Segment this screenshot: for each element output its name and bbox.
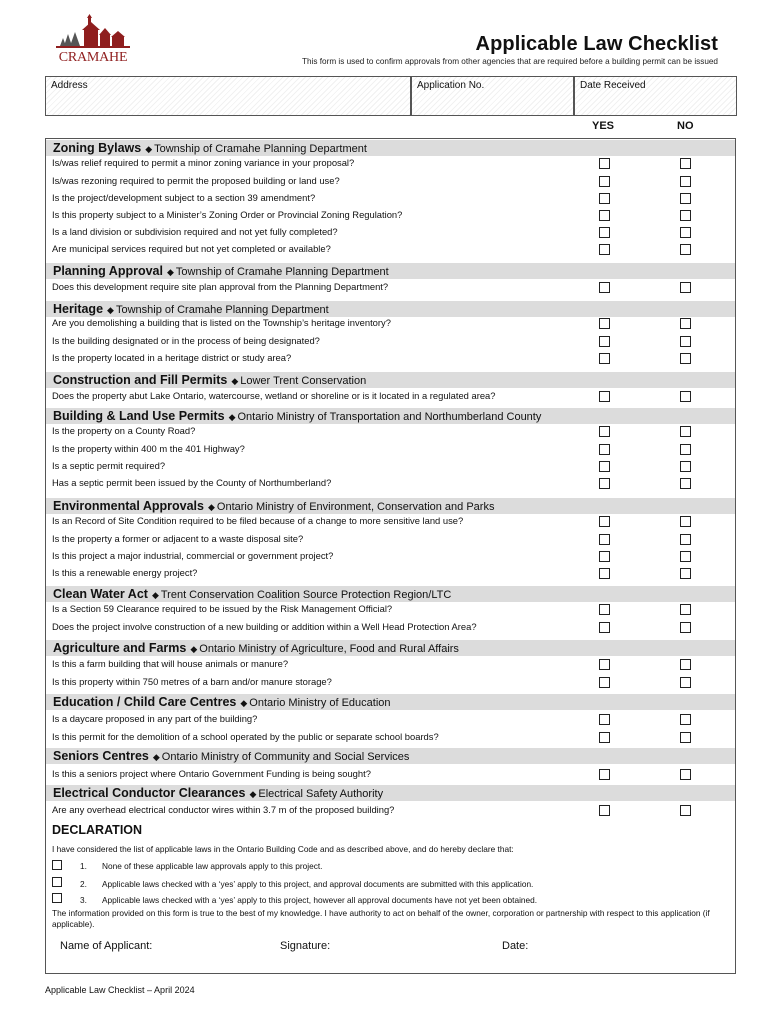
question-text: Is the building designated or in the process of being designated? xyxy=(52,335,320,346)
question-text: Is this project a major industrial, commercial or government project? xyxy=(52,550,334,561)
yes-checkbox[interactable] xyxy=(599,769,610,780)
section-agency: Township of Cramahe Planning Department xyxy=(154,143,367,155)
date-received-label: Date Received xyxy=(580,80,646,91)
declaration-info: The information provided on this form is true to the best of my knowledge. I have authority to act on behalf of the owner, corporation or partnership with respect to this application (if applicable). xyxy=(52,908,710,929)
section-title: Construction and Fill Permits xyxy=(53,373,228,387)
section-agency: Ontario Ministry of Education xyxy=(249,697,391,709)
declaration-option-2-text: Applicable laws checked with a ‘yes’ apply to this project, and approval documents are submitted with this application. xyxy=(102,879,534,889)
no-checkbox[interactable] xyxy=(680,568,691,579)
section-title: Zoning Bylaws xyxy=(53,141,142,155)
yes-checkbox[interactable] xyxy=(599,244,610,255)
section-header-seniors-centres xyxy=(46,748,735,764)
no-checkbox[interactable] xyxy=(680,282,691,293)
no-checkbox[interactable] xyxy=(680,769,691,780)
section-header-text xyxy=(53,695,391,709)
section-agency: Ontario Ministry of Transportation and Northumberland County xyxy=(237,411,542,423)
no-checkbox[interactable] xyxy=(680,478,691,489)
no-checkbox[interactable] xyxy=(680,714,691,725)
logo-text: CRAMAHE xyxy=(58,50,128,65)
yes-checkbox[interactable] xyxy=(599,318,610,329)
declaration-intro: I have considered the list of applicable laws in the Ontario Building Code and as described above, and do hereby declare that: xyxy=(52,844,514,854)
no-checkbox[interactable] xyxy=(680,534,691,545)
section-agency: Ontario Ministry of Environment, Conservation and Parks xyxy=(216,501,495,513)
date-label: Date: xyxy=(502,940,529,952)
section-header-text xyxy=(53,641,459,655)
question-text: Has a septic permit been issued by the County of Northumberland? xyxy=(52,477,332,488)
footer-text: Applicable Law Checklist – April 2024 xyxy=(45,985,195,995)
section-header-text xyxy=(53,786,383,800)
question-text: Is a daycare proposed in any part of the building? xyxy=(52,713,258,724)
section-header-text xyxy=(53,302,329,316)
yes-checkbox[interactable] xyxy=(599,176,610,187)
question-text: Is this a farm building that will house animals or manure? xyxy=(52,658,289,669)
no-checkbox[interactable] xyxy=(680,732,691,743)
yes-checkbox[interactable] xyxy=(599,478,610,489)
section-header-construction-and-fill-permits xyxy=(46,372,735,388)
diamond-bullet-icon: ◆ xyxy=(151,590,159,600)
cramahe-logo xyxy=(54,14,132,66)
no-checkbox[interactable] xyxy=(680,210,691,221)
application-number-label: Application No. xyxy=(417,80,485,91)
no-checkbox[interactable] xyxy=(680,336,691,347)
section-title: Environmental Approvals xyxy=(53,499,204,513)
yes-checkbox[interactable] xyxy=(599,426,610,437)
question-text: Is an Record of Site Condition required to be filed because of a change to more sensitive land use? xyxy=(52,515,464,526)
section-title: Heritage xyxy=(53,302,104,316)
yes-column-header: YES xyxy=(592,120,615,132)
no-checkbox[interactable] xyxy=(680,176,691,187)
question-text: Is/was relief required to permit a minor zoning variance in your proposal? xyxy=(52,157,355,168)
diamond-bullet-icon: ◆ xyxy=(145,144,153,154)
section-header-planning-approval xyxy=(46,263,735,279)
section-header-zoning-bylaws xyxy=(46,140,735,156)
diamond-bullet-icon: ◆ xyxy=(190,644,198,654)
section-title: Agriculture and Farms xyxy=(53,641,187,655)
no-checkbox[interactable] xyxy=(680,391,691,402)
yes-checkbox[interactable] xyxy=(599,659,610,670)
section-header-text xyxy=(53,749,409,763)
question-text: Is this property subject to a Minister’s Zoning Order or Provincial Zoning Regulation? xyxy=(52,209,403,220)
question-text: Is the property located in a heritage district or study area? xyxy=(52,352,292,363)
diamond-bullet-icon: ◆ xyxy=(166,267,174,277)
no-checkbox[interactable] xyxy=(680,227,691,238)
section-title: Building & Land Use Permits xyxy=(53,409,225,423)
diamond-bullet-icon: ◆ xyxy=(107,305,114,315)
question-text: Is this a renewable energy project? xyxy=(52,567,198,578)
question-text: Is this property within 750 metres of a barn and/or manure storage? xyxy=(52,676,332,687)
declaration-option-3-text: Applicable laws checked with a ‘yes’ apply to this project, however all approval documents have not yet been obtained. xyxy=(102,895,538,905)
yes-checkbox[interactable] xyxy=(599,534,610,545)
question-text: Is the project/development subject to a section 39 amendment? xyxy=(52,192,316,203)
yes-checkbox[interactable] xyxy=(599,516,610,527)
question-text: Is a septic permit required? xyxy=(52,460,166,471)
declaration-option-3-checkbox[interactable] xyxy=(52,893,62,903)
diamond-bullet-icon: ◆ xyxy=(231,376,239,386)
page-title: Applicable Law Checklist xyxy=(475,33,718,55)
question-text: Is/was rezoning required to permit the proposed building or land use? xyxy=(52,175,340,186)
no-checkbox[interactable] xyxy=(680,158,691,169)
no-checkbox[interactable] xyxy=(680,353,691,364)
section-header-clean-water-act xyxy=(46,586,735,602)
yes-checkbox[interactable] xyxy=(599,732,610,743)
no-checkbox[interactable] xyxy=(680,677,691,688)
section-header-building-land-use-permits xyxy=(46,408,735,424)
page-subtitle: This form is used to confirm approvals from other agencies that are required before a building permit can be issued xyxy=(302,57,718,66)
question-text: Is this a seniors project where Ontario Government Funding is being sought? xyxy=(52,768,371,779)
no-checkbox[interactable] xyxy=(680,244,691,255)
yes-checkbox[interactable] xyxy=(599,227,610,238)
no-checkbox[interactable] xyxy=(680,461,691,472)
section-title: Seniors Centres xyxy=(53,749,149,763)
yes-checkbox[interactable] xyxy=(599,622,610,633)
question-text: Does this development require site plan approval from the Planning Department? xyxy=(52,281,389,292)
no-checkbox[interactable] xyxy=(680,193,691,204)
question-text: Are any overhead electrical conductor wires within 3.7 m of the proposed building? xyxy=(52,804,395,815)
yes-checkbox[interactable] xyxy=(599,444,610,455)
section-header-heritage xyxy=(46,301,735,317)
yes-checkbox[interactable] xyxy=(599,714,610,725)
section-header-text xyxy=(53,141,367,155)
yes-checkbox[interactable] xyxy=(599,461,610,472)
no-checkbox[interactable] xyxy=(680,551,691,562)
declaration-title: DECLARATION xyxy=(52,823,143,837)
date-received-field[interactable] xyxy=(574,76,737,116)
yes-checkbox[interactable] xyxy=(599,282,610,293)
section-title: Clean Water Act xyxy=(53,587,148,601)
question-text: Is a land division or subdivision required and not yet fully completed? xyxy=(52,226,338,237)
section-header-text xyxy=(53,587,451,601)
no-checkbox[interactable] xyxy=(680,805,691,816)
diamond-bullet-icon: ◆ xyxy=(152,752,160,762)
address-field[interactable] xyxy=(45,76,411,116)
no-column-header: NO xyxy=(677,120,694,132)
yes-checkbox[interactable] xyxy=(599,210,610,221)
diamond-bullet-icon: ◆ xyxy=(249,789,257,799)
question-text: Is the property on a County Road? xyxy=(52,425,196,436)
yes-checkbox[interactable] xyxy=(599,568,610,579)
address-label: Address xyxy=(51,80,88,91)
section-header-electrical-conductor-clearances xyxy=(46,785,735,801)
section-header-text xyxy=(53,499,494,513)
section-agency: Trent Conservation Coalition Source Protection Region/LTC xyxy=(160,589,452,601)
section-agency: Township of Cramahe Planning Department xyxy=(175,266,389,278)
section-title: Planning Approval xyxy=(53,264,163,278)
yes-checkbox[interactable] xyxy=(599,677,610,688)
declaration-option-1-text: None of these applicable law approvals apply to this project. xyxy=(102,861,323,871)
section-title: Electrical Conductor Clearances xyxy=(53,786,246,800)
no-checkbox[interactable] xyxy=(680,444,691,455)
cramahe-logo-skyline xyxy=(54,14,132,52)
question-text: Is this permit for the demolition of a school operated by the public or separate school boards? xyxy=(52,731,439,742)
yes-checkbox[interactable] xyxy=(599,551,610,562)
no-checkbox[interactable] xyxy=(680,604,691,615)
question-text: Are you demolishing a building that is listed on the Township’s heritage inventory? xyxy=(52,317,391,328)
yes-checkbox[interactable] xyxy=(599,353,610,364)
declaration-option-2-checkbox[interactable] xyxy=(52,877,62,887)
yes-checkbox[interactable] xyxy=(599,193,610,204)
section-agency: Ontario Ministry of Agriculture, Food and Rural Affairs xyxy=(199,643,459,655)
no-checkbox[interactable] xyxy=(680,426,691,437)
question-text: Does the project involve construction of a new building or addition within a Well Head Protection Area? xyxy=(52,621,477,632)
question-text: Is the property a former or adjacent to a waste disposal site? xyxy=(52,533,304,544)
yes-checkbox[interactable] xyxy=(599,336,610,347)
question-text: Is a Section 59 Clearance required to be issued by the Risk Management Official? xyxy=(52,603,393,614)
section-header-environmental-approvals xyxy=(46,498,735,514)
section-title: Education / Child Care Centres xyxy=(53,695,237,709)
yes-checkbox[interactable] xyxy=(599,391,610,402)
no-checkbox[interactable] xyxy=(680,318,691,329)
declaration-option-3-number: 3. xyxy=(80,895,87,905)
no-checkbox[interactable] xyxy=(680,659,691,670)
section-header-text xyxy=(53,264,389,278)
declaration-option-2-number: 2. xyxy=(80,879,87,889)
diamond-bullet-icon: ◆ xyxy=(240,698,248,708)
section-agency: Township of Cramahe Planning Department xyxy=(115,304,329,316)
section-agency: Lower Trent Conservation xyxy=(240,375,367,387)
section-header-text xyxy=(53,373,366,387)
declaration-option-1-number: 1. xyxy=(80,861,87,871)
diamond-bullet-icon: ◆ xyxy=(207,502,215,512)
question-text: Are municipal services required but not yet completed or available? xyxy=(52,243,331,254)
applicant-name-label: Name of Applicant: xyxy=(60,940,153,952)
yes-checkbox[interactable] xyxy=(599,604,610,615)
section-header-text xyxy=(53,409,541,423)
no-checkbox[interactable] xyxy=(680,622,691,633)
section-header-agriculture-and-farms xyxy=(46,640,735,656)
no-checkbox[interactable] xyxy=(680,516,691,527)
question-text: Does the property abut Lake Ontario, watercourse, wetland or shoreline or is it located in a regulated area? xyxy=(52,390,496,401)
section-header-education-child-care-centres xyxy=(46,694,735,710)
signature-label: Signature: xyxy=(280,940,331,952)
diamond-bullet-icon: ◆ xyxy=(228,412,236,422)
section-agency: Electrical Safety Authority xyxy=(258,788,384,800)
application-number-field[interactable] xyxy=(411,76,574,116)
declaration-option-1-checkbox[interactable] xyxy=(52,860,62,870)
question-text: Is the property within 400 m the 401 Highway? xyxy=(52,443,245,454)
section-agency: Ontario Ministry of Community and Social Services xyxy=(161,751,410,763)
yes-checkbox[interactable] xyxy=(599,805,610,816)
yes-checkbox[interactable] xyxy=(599,158,610,169)
